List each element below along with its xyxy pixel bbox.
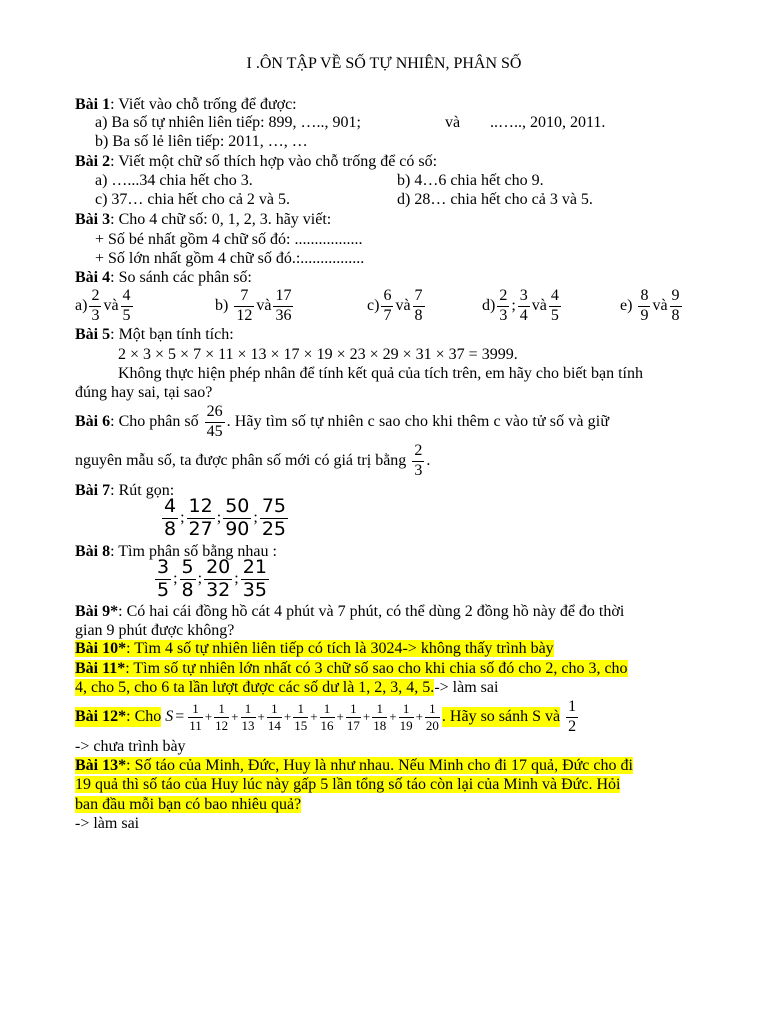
bai4-item-b: b) 7 12 và 17 36	[215, 286, 292, 324]
bai11-line-2: 4, cho 5, cho 6 ta lần lượt được các số dư là 1, 2, 3, 4, 5.-> làm sai	[75, 679, 499, 696]
bai6-line-1: Bài 6 : Cho phân số 26 45 . Hãy tìm số tự nhiên c sao cho khi thêm c vào tử số và giữ	[75, 402, 610, 440]
bai7-heading: Bài 7: Rút gọn:	[75, 482, 175, 499]
fraction: $\frac{1}{18}$	[373, 700, 387, 733]
fraction: $\frac{1}{14}$	[267, 700, 281, 733]
bai11-line-1: Bài 11*: Tìm số tự nhiên lớn nhất có 3 chữ số sao cho khi chia số đó cho 2, cho 3, cho	[75, 660, 628, 677]
fraction: 26 45	[206, 402, 223, 440]
bai2-part-b: b) 4…6 chia hết cho 9.	[397, 172, 544, 189]
fraction: $\frac{1}{20}$	[425, 700, 439, 733]
bai1-heading: Bài 1: Viết vào chỗ trống để được:	[75, 96, 297, 113]
fraction: $\frac{1}{16}$	[320, 700, 334, 733]
bai3-line-2: + Số lớn nhất gồm 4 chữ số đó.:................	[95, 250, 365, 267]
page-title: I .ÔN TẬP VỀ SỐ TỰ NHIÊN, PHÂN SỐ	[246, 55, 522, 72]
fraction: 4 5	[122, 286, 131, 324]
bai4-item-e: e) 8 9 và 9 8	[620, 286, 680, 324]
fraction: 12 27	[188, 495, 213, 540]
fraction: 9 8	[671, 286, 680, 324]
fraction: 20 32	[206, 556, 231, 601]
fraction: 3 4	[519, 286, 528, 324]
fraction: 3 5	[157, 556, 170, 601]
bai2-part-c: c) 37… chia hết cho cả 2 và 5.	[95, 191, 291, 208]
fraction: 4 5	[550, 286, 559, 324]
fraction: 2 3	[91, 286, 100, 324]
bai3-line-1: + Số bé nhất gồm 4 chữ số đó: .................	[95, 231, 363, 248]
bai4-heading: Bài 4: So sánh các phân số:	[75, 269, 252, 286]
bai13-line-1: Bài 13*: Số táo của Minh, Đức, Huy là như nhau. Nếu Minh cho đi 17 quả, Đức cho đi	[75, 757, 633, 774]
fraction: $\frac{1}{13}$	[241, 700, 255, 733]
bai4-item-c: c) 6 7 và 7 8	[367, 286, 423, 324]
bai2-part-a: a) …...34 chia hết cho 3.	[95, 172, 253, 189]
fraction: 17 36	[275, 286, 292, 324]
fraction: $\frac{1}{19}$	[399, 700, 413, 733]
fraction: 7 12	[236, 286, 253, 324]
bai12-line: Bài 12*: Cho S = $\frac{1}{11}$ + $\frac{1}{12}$ + $\frac{1}{13}$ + $\frac{1}{14}$ + $\frac{1}{15}$ + $\frac{1}{16}$ + $\frac{1}{17}$ + $\frac{1}{18}$ + $\frac{1}{19}$ + $\frac{1}{20}$ . Hãy so sánh S và 1 2	[75, 697, 577, 735]
bai1-part-a-tail: ..….., 2010, 2011.	[490, 114, 606, 131]
fraction: $\frac{1}{15}$	[294, 700, 308, 733]
bai12-note: -> chưa trình bày	[75, 738, 186, 755]
fraction: 21 35	[242, 556, 267, 601]
fraction: 2 3	[414, 441, 423, 479]
bai6-line-2: nguyên mẫu số, ta được phân số mới có giá trị bằng 2 3 .	[75, 441, 431, 479]
fraction: 6 7	[383, 286, 392, 324]
fraction: $\frac{1}{11}$	[189, 700, 202, 733]
fraction: 5 8	[181, 556, 194, 601]
fraction: 50 90	[225, 495, 250, 540]
bai5-line-2: Không thực hiện phép nhân để tính kết quả của tích trên, em hãy cho biết bạn tính	[118, 365, 643, 382]
bai13-note: -> làm sai	[75, 815, 140, 832]
bai1-part-a: a) Ba số tự nhiên liên tiếp: 899, ….., 901;	[95, 114, 361, 131]
bai4-item-a: a) 2 3 và 4 5	[75, 286, 131, 324]
bai2-heading: Bài 2: Viết một chữ số thích hợp vào chỗ trống để có số:	[75, 153, 438, 170]
bai13-line-3: ban đầu mỗi bạn có bao nhiêu quả?	[75, 796, 302, 813]
bai13-line-2: 19 quả thì số táo của Huy lúc này gấp 5 lần tổng số táo còn lại của Minh và Đức. Hỏi	[75, 776, 621, 793]
bai8-fractions: 3 5 ; 5 8 ; 20 32 ; 21 35	[157, 556, 267, 601]
fraction: 2 3	[499, 286, 508, 324]
fraction: 8 9	[640, 286, 649, 324]
bai9-line-2: gian 9 phút được không?	[75, 622, 235, 639]
fraction: $\frac{1}{17}$	[346, 700, 360, 733]
bai1-and: và	[445, 114, 461, 131]
fraction: 75 25	[261, 495, 287, 540]
fraction: 4 8	[164, 495, 177, 540]
bai5-heading: Bài 5: Một bạn tính tích:	[75, 326, 234, 343]
bai7-fractions: 4 8 ; 12 27 ; 50 90 ; 75 25	[164, 495, 287, 540]
bai5-expression: 2 × 3 × 5 × 7 × 11 × 13 × 17 × 19 × 23 × 29 × 31 × 37 = 3999.	[118, 346, 518, 363]
bai4-item-d: d) 2 3 ; 3 4 và 4 5	[482, 286, 559, 324]
fraction: 1 2	[568, 697, 577, 735]
bai1-part-b: b) Ba số lẻ liên tiếp: 2011, …, …	[95, 133, 308, 150]
bai10-line: Bài 10*: Tìm 4 số tự nhiên liên tiếp có tích là 3024-> không thấy trình bày	[75, 640, 554, 657]
fraction: 7 8	[414, 286, 423, 324]
fraction: $\frac{1}{12}$	[215, 700, 229, 733]
bai5-line-3: đúng hay sai, tại sao?	[75, 384, 213, 401]
bai9-line-1: Bài 9*: Có hai cái đồng hồ cát 4 phút và 7 phút, có thể dùng 2 đồng hồ này để đo thời	[75, 603, 625, 620]
bai3-heading: Bài 3: Cho 4 chữ số: 0, 1, 2, 3. hãy viết:	[75, 211, 332, 228]
bai2-part-d: d) 28… chia hết cho cả 3 và 5.	[397, 191, 593, 208]
bai8-heading: Bài 8: Tìm phân số bằng nhau :	[75, 543, 277, 560]
